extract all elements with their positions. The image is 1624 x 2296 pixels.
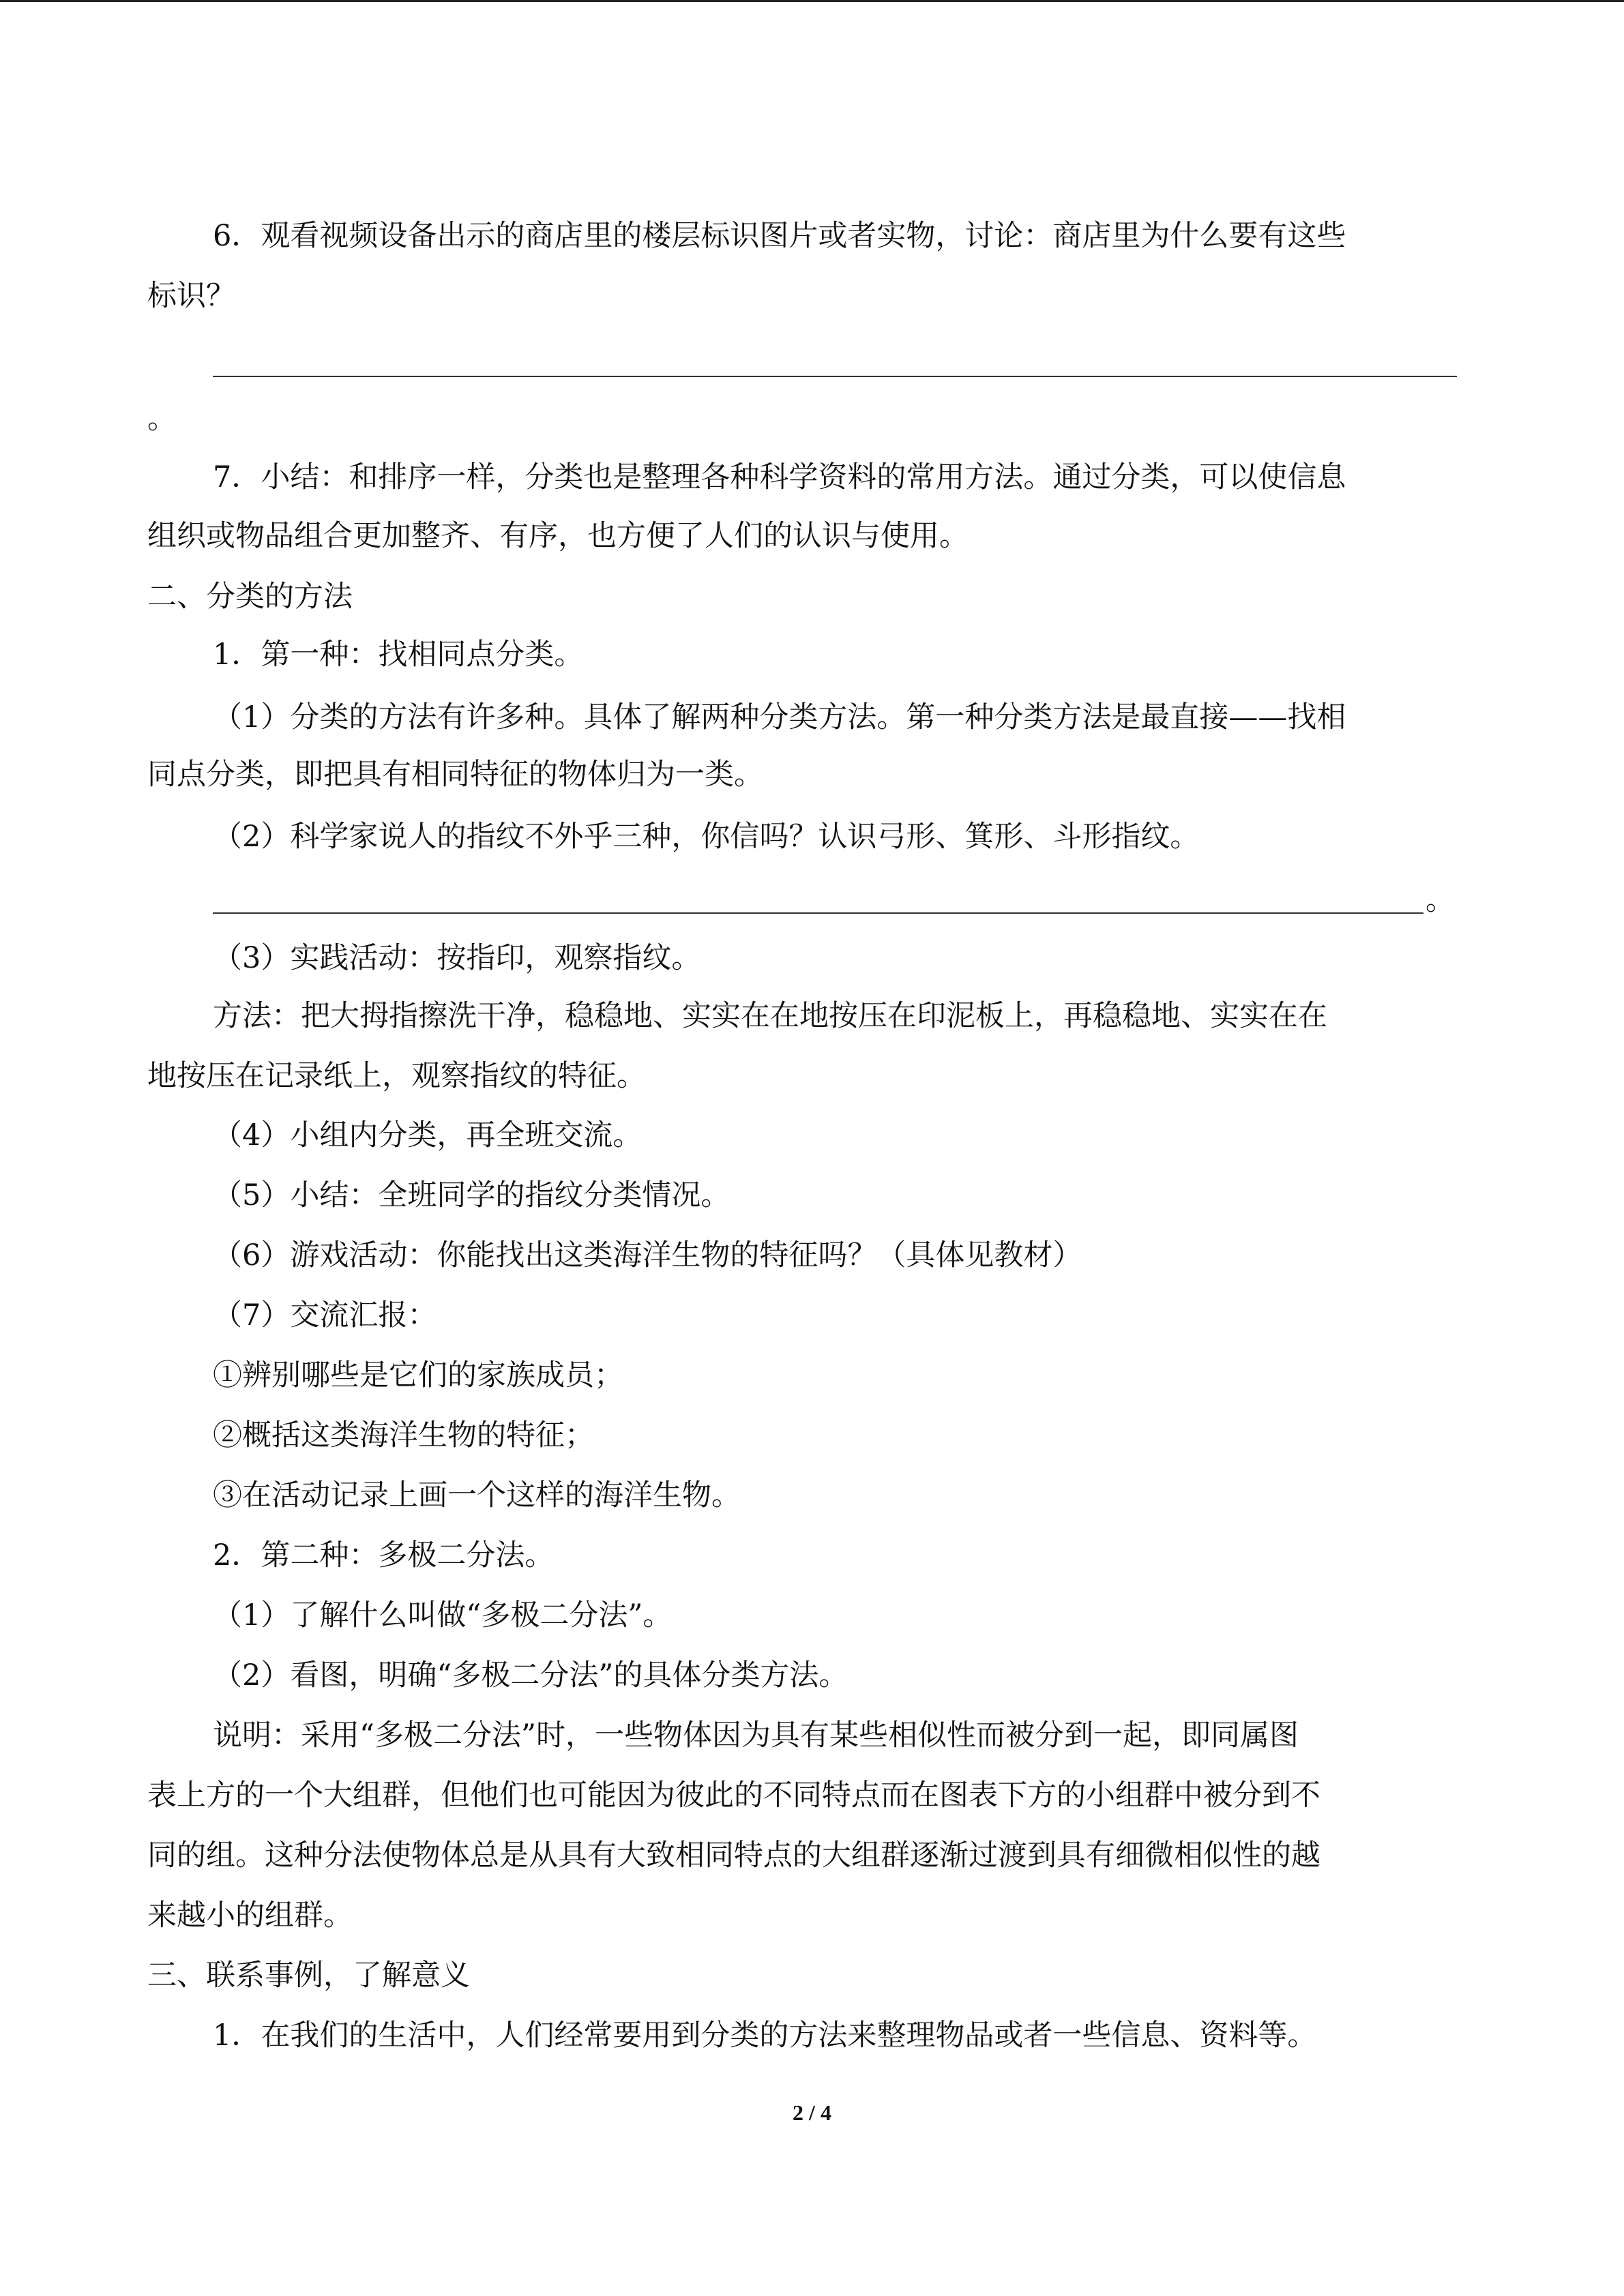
paragraph-7-line-1: 7．小结：和排序一样，分类也是整理各种科学资料的常用方法。通过分类，可以使信息 (213, 460, 1346, 494)
answer-blank-1-period: 。 (147, 402, 177, 436)
answer-blank-line-2 (213, 912, 1423, 914)
item-1-4: （4）小组内分类，再全班交流。 (213, 1118, 643, 1152)
section-2-heading: 二、分类的方法 (147, 580, 353, 614)
method-line-2: 地按压在记录纸上，观察指纹的特征。 (147, 1059, 646, 1093)
note-line-4: 来越小的组群。 (147, 1898, 353, 1933)
paragraph-6-line-2: 标识？ (147, 279, 235, 313)
report-item-1: ①辨别哪些是它们的家族成员； (213, 1358, 623, 1392)
note-line-2: 表上方的一个大组群，但他们也可能因为彼此的不同特点而在图表下方的小组群中被分到不 (147, 1778, 1320, 1813)
item-1-6: （6）游戏活动：你能找出这类海洋生物的特征吗？（具体见教材） (213, 1238, 1082, 1272)
item-1-1-line-1: （1）分类的方法有许多种。具体了解两种分类方法。第一种分类方法是最直接——找相 (213, 700, 1346, 734)
item-2-1: （1）了解什么叫做“多极二分法”。 (213, 1598, 673, 1632)
page-top-border (0, 0, 1624, 2)
item-1-3: （3）实践活动：按指印，观察指纹。 (213, 941, 701, 975)
section-3-heading: 三、联系事例，了解意义 (147, 1958, 470, 1993)
answer-blank-line-1 (213, 376, 1457, 377)
method-line-1: 方法：把大拇指擦洗干净，稳稳地、实实在在地按压在印泥板上，再稳稳地、实实在在 (213, 999, 1327, 1033)
item-1-2: （2）科学家说人的指纹不外乎三种，你信吗？认识弓形、箕形、斗形指纹。 (213, 820, 1200, 854)
report-item-2: ②概括这类海洋生物的特征； (213, 1418, 594, 1452)
section-3-item-1: 1．在我们的生活中，人们经常要用到分类的方法来整理物品或者一些信息、资料等。 (213, 2018, 1317, 2053)
answer-blank-2-period: 。 (1426, 883, 1455, 917)
item-1-1-line-2: 同点分类，即把具有相同特征的物体归为一类。 (147, 758, 763, 792)
paragraph-7-line-2: 组织或物品组合更加整齐、有序，也方便了人们的认识与使用。 (147, 519, 969, 553)
item-2-2: （2）看图，明确“多极二分法”的具体分类方法。 (213, 1658, 848, 1693)
item-1-7: （7）交流汇报： (213, 1298, 437, 1332)
report-item-3: ③在活动记录上画一个这样的海洋生物。 (213, 1478, 741, 1512)
note-line-1: 说明：采用“多极二分法”时，一些物体因为具有某些相似性而被分到一起，即同属图 (213, 1718, 1299, 1753)
section-2-item-2: 2．第二种：多极二分法。 (213, 1538, 555, 1572)
item-1-5: （5）小结：全班同学的指纹分类情况。 (213, 1178, 730, 1212)
page-number: 2 / 4 (793, 2100, 831, 2125)
paragraph-6-line-1: 6．观看视频设备出示的商店里的楼层标识图片或者实物，讨论：商店里为什么要有这些 (213, 219, 1346, 253)
note-line-3: 同的组。这种分法使物体总是从具有大致相同特点的大组群逐渐过渡到具有细微相似性的越 (147, 1838, 1320, 1873)
section-2-item-1: 1．第一种：找相同点分类。 (213, 638, 584, 672)
